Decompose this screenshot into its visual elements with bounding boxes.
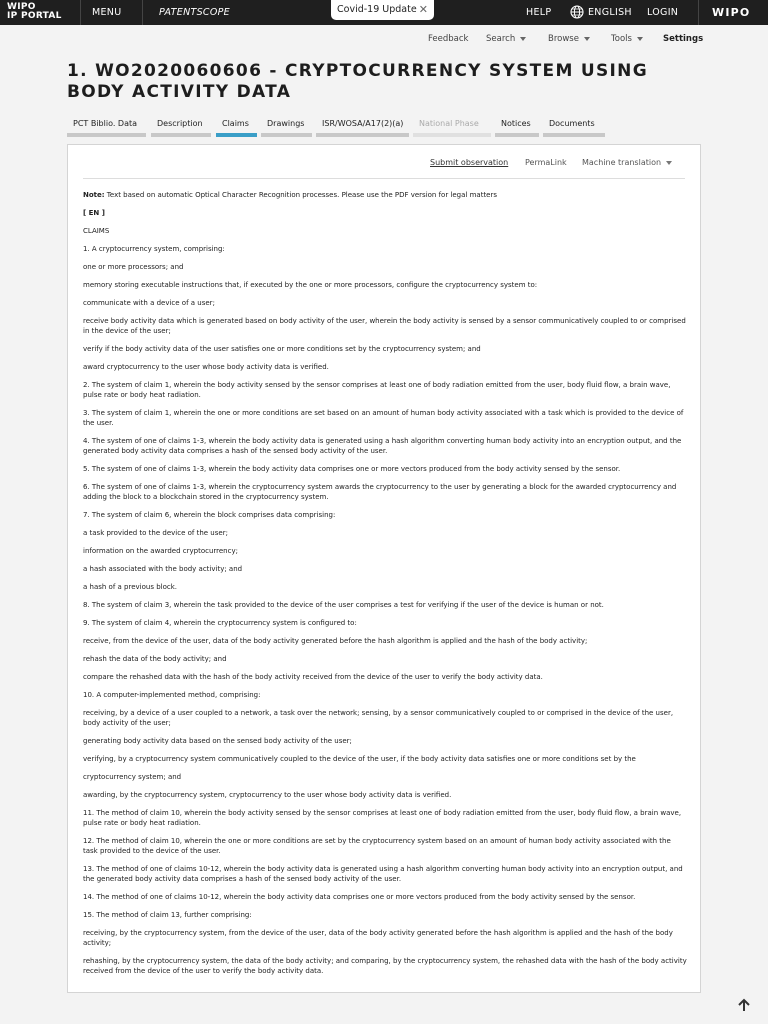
claim-paragraph: receive, from the device of the user, data of the body activity generated before the hash algorithm is applied and the hash of the body activity;	[83, 637, 588, 645]
login-link[interactable]: LOGIN	[647, 7, 679, 18]
claims-content	[83, 190, 687, 984]
claim-paragraph: cryptocurrency system; and	[83, 773, 182, 781]
page-title: 1. WO2020060606 - CRYPTOCURRENCY SYSTEM USING BODY ACTIVITY DATA	[67, 61, 648, 102]
claims-heading: CLAIMS	[83, 227, 110, 235]
machine-translation-label: Machine translation	[582, 158, 662, 167]
tools-menu-label: Tools	[611, 34, 632, 44]
claim-paragraph: rehashing, by the cryptocurrency system, the data of the body activity; and comparing, by the cryptocurrency system, the rehashed data with the hash of the body activity received from the device of the user to verify the body activity data.	[83, 957, 687, 975]
claim-paragraph: 8. The system of claim 3, wherein the task provided to the device of the user comprises a test for verifying if the user of the device is human or not.	[83, 601, 604, 609]
claim-paragraph: a hash of a previous block.	[83, 583, 177, 591]
logo-line-2: IP PORTAL	[7, 11, 62, 21]
claim-paragraph: 14. The method of one of claims 10-12, wherein the body activity data comprises one or more vectors produced from the body activity sensed by the sensor.	[83, 893, 636, 901]
claim-paragraph: 10. A computer-implemented method, comprising:	[83, 691, 261, 699]
claim-paragraph: 3. The system of claim 1, wherein the one or more conditions are set based on an amount of human body activity associated with a task which is provided to the device of the user.	[83, 409, 684, 427]
claim-paragraph: 5. The system of one of claims 1-3, wherein the body activity data comprises one or more vectors produced from the body activity sensed by the sensor.	[83, 465, 621, 473]
divider	[142, 0, 143, 25]
claim-paragraph: 13. The method of one of claims 10-12, wherein the body activity data is generated using a hash algorithm converting human body activity into an encryption output, and the generated body activity data comprises a hash of the sensed body activity of the user.	[83, 865, 683, 883]
claim-paragraph: 7. The system of claim 6, wherein the block comprises data comprising:	[83, 511, 336, 519]
claim-paragraph: 12. The method of claim 10, wherein the one or more conditions are set by the cryptocurrency system based on an amount of human body activity associated with the task provided to the device of the user.	[83, 837, 671, 855]
ocr-note	[83, 190, 687, 200]
submit-observation-link[interactable]: Submit observation	[430, 158, 509, 167]
claim-paragraph: a hash associated with the body activity; and	[83, 565, 243, 573]
globe-icon	[570, 5, 584, 19]
tools-menu[interactable]	[611, 30, 643, 48]
claim-paragraph: one or more processors; and	[83, 263, 184, 271]
claim-paragraph: receive body activity data which is generated based on body activity of the user, wherein the body activity is sensed by a sensor communicatively coupled to or comprised in the device of the user;	[83, 317, 686, 335]
tab-documents[interactable]: Documents	[543, 117, 605, 137]
claim-paragraph: compare the rehashed data with the hash of the body activity received from the device of the user to verify the body activity data.	[83, 673, 543, 681]
claim-paragraph: receiving, by the cryptocurrency system, from the device of the user, data of the body activity generated before the hash algorithm is applied and the hash of the body activity;	[83, 929, 673, 947]
claim-paragraph: a task provided to the device of the user;	[83, 529, 228, 537]
claim-paragraph: verify if the body activity data of the user satisfies one or more conditions set by the cryptocurrency system; and	[83, 345, 481, 353]
chevron-down-icon	[584, 37, 590, 41]
claim-paragraph: 11. The method of claim 10, wherein the body activity sensed by the sensor comprises at least one of body radiation emitted from the user, body fluid flow, a brain wave, pulse rate or body heat radiation.	[83, 809, 682, 827]
claim-paragraph: awarding, by the cryptocurrency system, cryptocurrency to the user whose body activity data is verified.	[83, 791, 452, 799]
tab-description[interactable]: Description	[151, 117, 211, 137]
tab-national-phase: National Phase	[413, 117, 491, 137]
note-text: Text based on automatic Optical Character Recognition processes. Please use the PDF version for legal matters	[106, 191, 498, 199]
claim-paragraph: 4. The system of one of claims 1-3, wherein the body activity data is generated using a hash algorithm converting human body activity into an encryption output, and the generated body activity data comprises a hash of the sensed body activity of the user.	[83, 437, 682, 455]
logo-line-1: WIPO	[7, 2, 36, 12]
language-selector[interactable]: ENGLISH	[588, 7, 632, 18]
chevron-down-icon	[520, 37, 526, 41]
claim-paragraph: verifying, by a cryptocurrency system communicatively coupled to the device of the user, if the body activity data satisfies one or more conditions set by the	[83, 755, 636, 763]
browse-menu[interactable]	[548, 30, 590, 48]
chevron-down-icon	[637, 37, 643, 41]
claim-paragraph: rehash the data of the body activity; and	[83, 655, 227, 663]
tab-isr-wosa[interactable]: ISR/WOSA/A17(2)(a)	[316, 117, 409, 137]
wipo-logo[interactable]: WIPO	[712, 6, 751, 19]
claim-paragraph: 15. The method of claim 13, further comprising:	[83, 911, 252, 919]
back-to-top-icon[interactable]	[737, 998, 751, 1012]
claim-paragraph: 1. A cryptocurrency system, comprising:	[83, 245, 225, 253]
covid-update-banner[interactable]	[331, 0, 434, 20]
claim-paragraph: 9. The system of claim 4, wherein the cryptocurrency system is configured to:	[83, 619, 357, 627]
help-link[interactable]: HELP	[526, 7, 552, 18]
covid-update-label: Covid-19 Update	[337, 4, 417, 15]
wipo-ip-portal-logo[interactable]	[7, 3, 77, 21]
claim-paragraph: 6. The system of one of claims 1-3, wherein the cryptocurrency system awards the cryptocurrency to the user by generating a block for the awarded cryptocurrency and adding the block to a blockchain stored in the cryptocurrency system.	[83, 483, 677, 501]
close-icon[interactable]: ✕	[418, 3, 428, 16]
patentscope-link[interactable]: PATENTSCOPE	[159, 7, 230, 18]
permalink-link[interactable]: PermaLink	[525, 158, 567, 167]
claims-panel	[67, 144, 701, 993]
language-tag: [ EN ]	[83, 209, 105, 217]
search-menu[interactable]	[486, 30, 526, 48]
claim-paragraph: generating body activity data based on the sensed body activity of the user;	[83, 737, 352, 745]
tab-notices[interactable]: Notices	[495, 117, 539, 137]
claim-paragraph: communicate with a device of a user;	[83, 299, 215, 307]
machine-translation-dropdown[interactable]	[582, 157, 672, 169]
search-menu-label: Search	[486, 34, 516, 44]
divider	[80, 0, 81, 25]
tab-drawings[interactable]: Drawings	[261, 117, 312, 137]
browse-menu-label: Browse	[548, 34, 579, 44]
claim-paragraph: receiving, by a device of a user coupled to a network, a task over the network; sensing, by a sensor communicatively coupled to or comprised in the device of the user, body activity of the user;	[83, 709, 674, 727]
divider	[83, 178, 685, 179]
note-label: Note:	[83, 191, 105, 199]
claim-paragraph: 2. The system of claim 1, wherein the body activity sensed by the sensor comprises at least one of body radiation emitted from the user, body fluid flow, a brain wave, pulse rate or body heat radiation.	[83, 381, 671, 399]
tab-pct-biblio-data[interactable]: PCT Biblio. Data	[67, 117, 146, 137]
feedback-link[interactable]: Feedback	[428, 34, 469, 44]
claim-paragraph: memory storing executable instructions that, if executed by the one or more processors, configure the cryptocurrency system to:	[83, 281, 538, 289]
tab-claims[interactable]: Claims	[216, 117, 257, 137]
chevron-down-icon	[666, 161, 672, 165]
divider	[698, 0, 699, 25]
claim-paragraph: award cryptocurrency to the user whose body activity data is verified.	[83, 363, 329, 371]
settings-link[interactable]: Settings	[663, 34, 704, 44]
menu-button[interactable]: MENU	[92, 7, 122, 18]
claim-paragraph: information on the awarded cryptocurrency;	[83, 547, 238, 555]
